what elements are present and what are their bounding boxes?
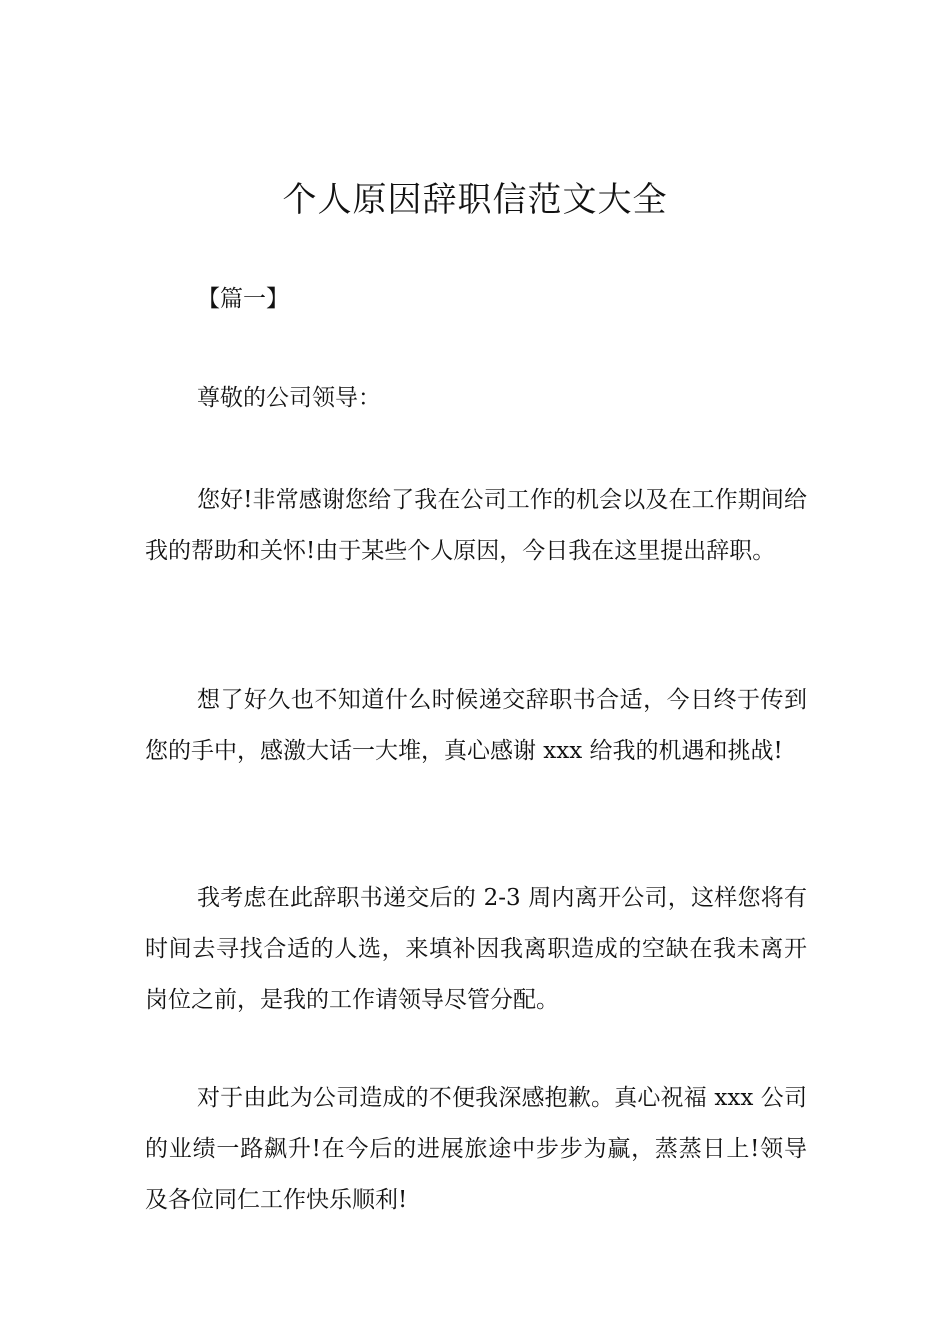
paragraph: 想了好久也不知道什么时候递交辞职书合适，今日终于传到您的手中，感激大话一大堆，真心感谢 xxx 给我的机遇和挑战! [145,687,807,764]
salutation: 尊敬的公司领导： [197,385,381,411]
paragraph: 您好!非常感谢您给了我在公司工作的机会以及在工作期间给我的帮助和关怀!由于某些个人原因，今日我在这里提出辞职。 [145,487,807,564]
paragraph: 对于由此为公司造成的不便我深感抱歉。真心祝福 xxx 公司的业绩一路飙升!在今后的进展旅途中步步为赢，蒸蒸日上!领导及各位同仁工作快乐顺利! [145,1085,807,1213]
section-label: 【篇一】 [197,286,289,312]
document-title: 个人原因辞职信范文大全 [282,180,668,220]
paragraph: 我考虑在此辞职书递交后的 2-3 周内离开公司，这样您将有时间去寻找合适的人选，来填补因我离职造成的空缺在我未离开岗位之前，是我的工作请领导尽管分配。 [145,885,807,1013]
